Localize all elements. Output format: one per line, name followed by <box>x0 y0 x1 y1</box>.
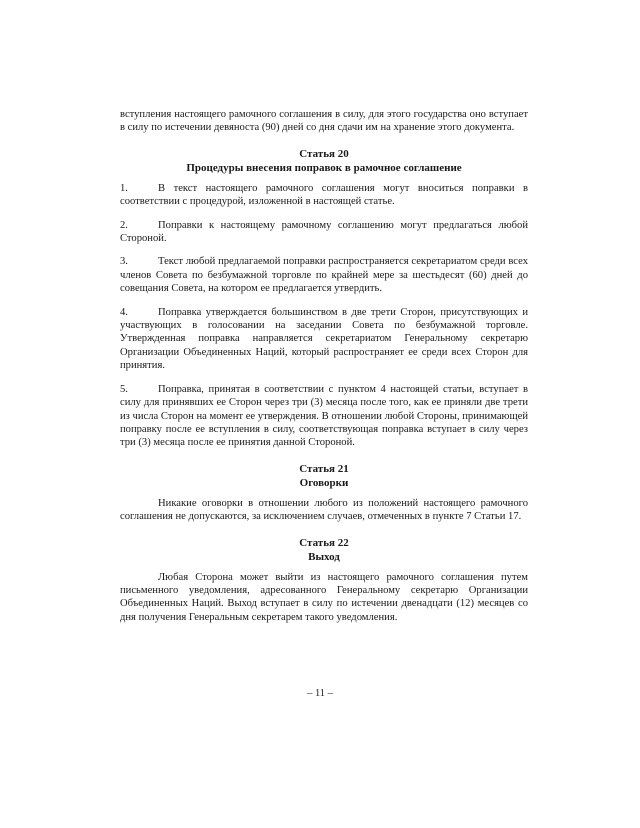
item-text: Поправка утверждается большинством в две трети Сторон, присутствующих и участвующих в голосовании на заседании Совета по безбумажной торговле. Утвержденная поправка направляется секретариатом Генеральному секретарю Организации Объединенных Наций, который распространяет ее среди всех Сторон для принятия. <box>120 306 528 372</box>
article-21-text: Никакие оговорки в отношении любого из положений настоящего рамочного соглашения не допускаются, за исключением случаев, отмеченных в пункте 7 Статьи 17. <box>120 497 528 523</box>
item-number: 1. <box>120 182 128 194</box>
item-number: 4. <box>120 306 128 318</box>
article-20-subtitle: Процедуры внесения поправок в рамочное соглашение <box>186 161 462 174</box>
item-number: 3. <box>120 256 128 268</box>
article-20-title: Статья 20 <box>299 147 349 160</box>
document-body <box>120 108 528 634</box>
item-text: В текст настоящего рамочного соглашения могут вноситься поправки в соответствии с процедурой, изложенной в настоящей статье. <box>120 182 528 208</box>
page-number: – 11 – <box>307 688 333 699</box>
article-20-item-3 <box>120 255 528 295</box>
item-text: Поправки к настоящему рамочному соглашению могут предлагаться любой Стороной. <box>120 219 528 245</box>
item-number: 5. <box>120 383 128 395</box>
article-22-heading <box>120 536 528 564</box>
article-22-subtitle: Выход <box>308 550 340 563</box>
article-20-heading <box>120 147 528 175</box>
item-text: Поправка, принятая в соответствии с пунктом 4 настоящей статьи, вступает в силу для принявших ее Сторон через три (3) месяца после того, как ее приняли две трети из числа Сторон на момент ее утверждения. В отношении любой Стороны, принимающей поправку после ее вступления в силу, соответствующая поправка вступает в силу через три (3) месяца после ее принятия данной Стороной. <box>120 383 528 449</box>
article-20-item-2 <box>120 219 528 246</box>
article-20-item-4 <box>120 306 528 373</box>
article-21-title: Статья 21 <box>299 462 349 475</box>
article-21-heading <box>120 462 528 490</box>
item-text: Текст любой предлагаемой поправки распространяется секретариатом среди всех членов Совета по безбумажной торговле по крайней мере за шестьдесят (60) дней до совещания Совета, на котором ее предлагается утвердить. <box>120 256 528 295</box>
item-number: 2. <box>120 219 128 231</box>
article-21-subtitle: Оговорки <box>299 476 349 489</box>
article-22-text: Любая Сторона может выйти из настоящего рамочного соглашения путем письменного уведомления, адресованного Генеральному секретарю Организации Объединенных Наций. Выход вступает в силу по истечении двенадцати (12) месяцев со дня получения Генеральным секретарем такого уведомления. <box>120 571 528 623</box>
article-20-item-5 <box>120 383 528 450</box>
article-20-item-1 <box>120 182 528 209</box>
article-22-title: Статья 22 <box>299 536 349 549</box>
intro-paragraph: вступления настоящего рамочного соглашения в силу, для этого государства оно вступает в силу по истечении девяноста (90) дней со дня сдачи им на хранение этого документа. <box>120 109 528 134</box>
